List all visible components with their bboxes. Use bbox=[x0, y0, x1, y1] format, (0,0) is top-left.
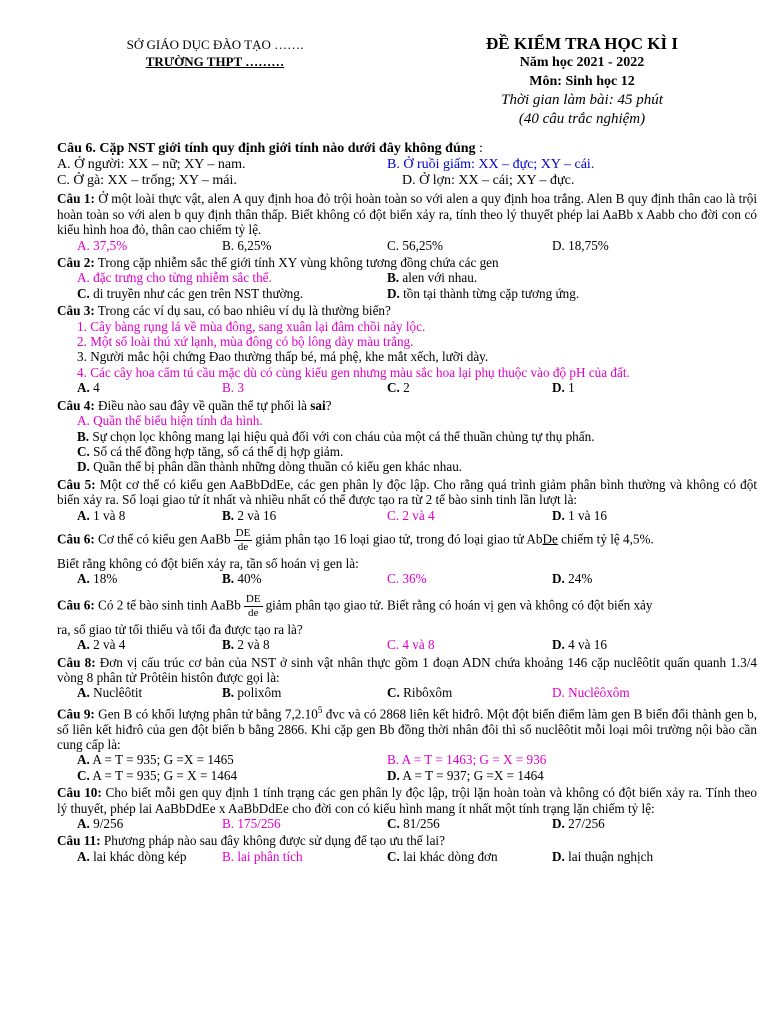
option-d bbox=[552, 571, 732, 586]
statement-3: 3. Người mắc hội chứng Đao thường thấp bé, má phệ, khe mắt xếch, lưỡi dày. bbox=[77, 349, 489, 365]
option-c: C. Ở gà: XX – trống; XY – mái. bbox=[57, 173, 237, 189]
question-stem bbox=[57, 191, 757, 237]
option-text: 81/256 bbox=[399, 816, 440, 832]
question-label: Câu 9: bbox=[57, 706, 95, 722]
option-b: B. Ở ruồi giấm: XX – đực; XY – cái. bbox=[387, 157, 595, 173]
option-letter: C. bbox=[387, 685, 400, 701]
header-right bbox=[432, 34, 732, 129]
option-letter: A. bbox=[77, 752, 90, 768]
option-a: A. Ở người: XX – nữ; XY – nam. bbox=[57, 157, 246, 173]
option-c bbox=[57, 286, 387, 301]
option-letter: B. bbox=[222, 507, 235, 523]
question-text: Một cơ thể có kiểu gen AaBbDdEe, các gen phân ly độc lập. Cho rằng quá trình giảm phân bình thường và không có đột biến xảy ra. Số loại giao tử ít nhất và nhiều nhất có thể được tạo ra từ 2 tế bào sinh tinh lần lượt là: bbox=[57, 476, 758, 508]
option-text: Quần thể bị phân dần thành những dòng thuần có kiểu gen khác nhau. bbox=[89, 459, 463, 475]
question-label: Câu 10: bbox=[57, 785, 102, 801]
genotype-fraction bbox=[234, 527, 253, 554]
option-d bbox=[552, 508, 732, 523]
question-2 bbox=[57, 255, 757, 301]
question-end: ? bbox=[325, 397, 332, 413]
options-row bbox=[57, 380, 757, 395]
question-text: Cho biết mỗi gen quy định 1 tính trạng các gen phân ly độc lập, trội lặn hoàn toàn và không có đột biến xảy ra. Tính theo lý thuyết, phép lai AaBbDdEe x AaBbDdEe cho đời con có kiểu hình mang ít nhất một tính trạng lặn chiếm tỷ lệ: bbox=[57, 785, 757, 816]
question-10 bbox=[57, 785, 757, 831]
option-letter: D. bbox=[552, 571, 565, 587]
question-label: Câu 11: bbox=[57, 833, 101, 849]
option-a bbox=[57, 849, 222, 864]
option-a bbox=[57, 380, 222, 395]
options-row bbox=[57, 571, 757, 586]
fraction-numerator: DE bbox=[245, 592, 261, 605]
question-label: Câu 8: bbox=[57, 654, 96, 670]
option-letter: B. bbox=[387, 270, 400, 286]
fraction-denominator: de bbox=[248, 606, 259, 619]
options-row bbox=[57, 238, 757, 253]
option-a bbox=[57, 685, 222, 700]
option-text: A = T = 935; G =X = 1465 bbox=[89, 752, 234, 768]
question-text: Trong cặp nhiễm sắc thể giới tính XY vùng không tương đồng chứa các gen bbox=[94, 255, 499, 271]
option-letter: A. bbox=[77, 571, 90, 587]
statement-1: 1. Cây bàng rụng lá về mùa đông, sang xuân lại đâm chồi nảy lộc. bbox=[77, 318, 426, 334]
option-letter: A. bbox=[77, 637, 90, 653]
question-label: Câu 6: bbox=[57, 531, 95, 547]
option-a: A. đặc trưng cho từng nhiễm sắc thể. bbox=[77, 270, 272, 286]
question-emphasis: sai bbox=[310, 397, 326, 413]
question-text: Phương pháp nào sau đây không được sử dụng để tạo ưu thế lai? bbox=[100, 833, 445, 849]
option-a bbox=[57, 571, 222, 586]
option-letter: C. bbox=[387, 380, 400, 396]
option-text: lai thuận nghịch bbox=[564, 848, 654, 864]
option-letter: B. bbox=[222, 685, 235, 701]
option-d bbox=[387, 286, 732, 301]
option-text: 4 và 16 bbox=[564, 637, 607, 653]
question-stem bbox=[57, 398, 757, 413]
fraction-denominator: de bbox=[237, 540, 249, 553]
question-4 bbox=[57, 398, 757, 475]
question-text: Cặp NST giới tính quy định giới tính nào dưới đây không đúng bbox=[95, 141, 476, 156]
option-c bbox=[387, 816, 552, 831]
option-letter: D. bbox=[387, 285, 400, 301]
option-text: 2 và 16 bbox=[234, 507, 277, 523]
option-a: A. 37,5% bbox=[77, 237, 128, 253]
options-row bbox=[57, 849, 757, 864]
question-text: đvc và có 2868 liên kết hiđrô. Một đột biến điểm làm gen B biến đổi thành gen b, số liên kết hiđrô của gen đột biến b bằng 2866. Khi cặp gen Bb đồng thời nhân đôi thì số nuclêôtit mỗi loại môi trường nội bào cần cung cấp là: bbox=[57, 706, 757, 752]
question-6b bbox=[57, 527, 757, 587]
option-c bbox=[387, 685, 552, 700]
question-stem bbox=[57, 255, 757, 270]
question-text: Điều nào sau đây về quần thể tự phối là bbox=[94, 397, 311, 413]
question-label: Câu 6: bbox=[57, 597, 95, 613]
option-b bbox=[387, 270, 732, 285]
option-c bbox=[387, 380, 552, 395]
question-label: Câu 2: bbox=[57, 255, 95, 271]
options-row bbox=[57, 685, 757, 700]
option-text: Số cá thể đồng hợp tăng, số cá thể dị hợp giảm. bbox=[89, 443, 344, 459]
option-letter: A. bbox=[77, 848, 90, 864]
header-left bbox=[80, 36, 350, 70]
options-row bbox=[57, 637, 757, 652]
question-label: Câu 3: bbox=[57, 303, 95, 319]
options-row bbox=[57, 286, 757, 301]
question-text: giảm phân tạo giao tử. Biết rằng có hoán vị gen và không có đột biến xảy bbox=[265, 597, 653, 613]
option-letter: A. bbox=[77, 380, 90, 396]
option-c bbox=[57, 768, 387, 783]
option-a bbox=[57, 752, 387, 767]
genotype-fraction bbox=[244, 593, 263, 620]
option-d bbox=[552, 849, 732, 864]
question-text: Có 2 tế bào sinh tinh AaBb bbox=[94, 597, 241, 613]
question-stem bbox=[57, 303, 757, 318]
option-letter: D. bbox=[552, 507, 565, 523]
option-letter: D. bbox=[77, 459, 90, 475]
question-label: Câu 4: bbox=[57, 397, 95, 413]
option-letter: C. bbox=[77, 767, 90, 783]
question-count: (40 câu trắc nghiệm) bbox=[518, 111, 646, 127]
option-letter: B. bbox=[222, 571, 235, 587]
option-letter: D. bbox=[552, 848, 565, 864]
option-text: 2 và 4 bbox=[89, 637, 126, 653]
option-text: polixôm bbox=[234, 685, 282, 701]
option-text: lai khác dòng kép bbox=[89, 848, 187, 864]
question-text: Gen B có khối lượng phân tử bằng 7,2.10 bbox=[94, 706, 318, 722]
option-c: C. 4 và 8 bbox=[387, 637, 435, 653]
gamete-underlined: De bbox=[542, 531, 558, 547]
options-row bbox=[57, 768, 757, 783]
option-b: B. 6,25% bbox=[222, 237, 272, 253]
question-text: chiếm tỷ lệ 4,5%. bbox=[557, 531, 654, 547]
question-1 bbox=[57, 191, 757, 253]
question-text: Trong các ví dụ sau, có bao nhiêu ví dụ là thường biến? bbox=[94, 303, 391, 319]
option-letter: A. bbox=[77, 816, 90, 832]
option-d: D. Nuclêôxôm bbox=[552, 685, 630, 701]
option-text: 40% bbox=[234, 571, 262, 587]
option-letter: C. bbox=[77, 285, 90, 301]
option-b: B. lai phân tích bbox=[222, 848, 303, 864]
options-row bbox=[57, 173, 757, 189]
option-a bbox=[57, 816, 222, 831]
option-letter: B. bbox=[222, 637, 235, 653]
option-text: A = T = 935; G = X = 1464 bbox=[89, 767, 238, 783]
question-stem bbox=[57, 527, 757, 554]
school-name: TRƯỜNG THPT ……… bbox=[145, 54, 285, 69]
option-text: 2 và 8 bbox=[234, 637, 270, 653]
option-d bbox=[552, 816, 732, 831]
question-text: giảm phân tạo 16 loại giao tử, trong đó loại giao tử Ab bbox=[255, 531, 543, 547]
option-text: 4 bbox=[89, 380, 100, 396]
question-label: Câu 1: bbox=[57, 191, 95, 207]
question-6a bbox=[57, 141, 757, 189]
option-text: 18% bbox=[89, 571, 118, 587]
option-d: D. Ở lợn: XX – cái; XY – đực. bbox=[402, 173, 575, 189]
option-letter: A. bbox=[77, 507, 90, 523]
option-b: B. 175/256 bbox=[222, 816, 281, 832]
option-b bbox=[57, 429, 757, 444]
option-text: alen với nhau. bbox=[399, 270, 478, 286]
option-text: 2 bbox=[399, 380, 410, 396]
option-letter: C. bbox=[77, 443, 90, 459]
option-c: C. 56,25% bbox=[387, 237, 444, 253]
question-text: Cơ thể có kiểu gen AaBb bbox=[94, 531, 231, 547]
question-label: Câu 6. bbox=[57, 141, 96, 156]
department-name: SỞ GIÁO DỤC ĐÀO TẠO ……. bbox=[126, 37, 304, 52]
option-d bbox=[387, 768, 732, 783]
option-letter: D. bbox=[387, 767, 400, 783]
option-text: 24% bbox=[564, 571, 593, 587]
question-8 bbox=[57, 655, 757, 701]
question-5 bbox=[57, 477, 757, 523]
question-text-line: Biết rằng không có đột biến xảy ra, tần số hoán vị gen là: bbox=[57, 555, 359, 571]
option-text: 27/256 bbox=[564, 816, 605, 832]
option-text: tồn tại thành từng cặp tương ứng. bbox=[399, 285, 580, 301]
question-stem bbox=[57, 785, 757, 816]
option-c: C. 36% bbox=[387, 571, 427, 587]
option-text: Ribôxôm bbox=[399, 685, 453, 701]
question-11 bbox=[57, 833, 757, 864]
option-text: 1 và 16 bbox=[564, 507, 607, 523]
option-letter: C. bbox=[387, 848, 400, 864]
option-d bbox=[552, 380, 732, 395]
option-text: Nuclêôtit bbox=[89, 685, 143, 701]
option-c bbox=[57, 444, 757, 459]
option-letter: A. bbox=[77, 685, 90, 701]
question-stem bbox=[57, 655, 757, 686]
question-stem bbox=[57, 593, 757, 620]
statement-2: 2. Một số loài thú xứ lạnh, mùa đông có bộ lông dày màu trắng. bbox=[77, 334, 414, 350]
option-letter: D. bbox=[552, 816, 565, 832]
option-a: A. Quần thể biểu hiện tính đa hình. bbox=[77, 413, 263, 429]
option-text: Sự chọn lọc không mang lại hiệu quả đối với con cháu của một cá thể thuần chủng tự thụ phấn. bbox=[89, 428, 595, 444]
option-b: B. 3 bbox=[222, 380, 244, 396]
option-a bbox=[57, 508, 222, 523]
option-b bbox=[222, 571, 387, 586]
question-6c bbox=[57, 593, 757, 653]
option-letter: D. bbox=[552, 380, 565, 396]
option-b: B. A = T = 1463; G = X = 936 bbox=[387, 752, 547, 768]
question-9 bbox=[57, 703, 757, 783]
option-c bbox=[387, 849, 552, 864]
exam-body bbox=[57, 141, 757, 866]
option-text: lai khác dòng đơn bbox=[399, 848, 498, 864]
subject: Môn: Sinh học 12 bbox=[529, 74, 635, 89]
exam-title: ĐỀ KIỂM TRA HỌC KÌ I bbox=[486, 34, 678, 53]
school-year: Năm học 2021 - 2022 bbox=[519, 55, 645, 70]
option-a bbox=[57, 637, 222, 652]
options-row bbox=[57, 508, 757, 523]
option-letter: D. bbox=[552, 637, 565, 653]
option-c: C. 2 và 4 bbox=[387, 507, 435, 523]
question-suffix: : bbox=[475, 141, 483, 156]
option-text: 1 bbox=[564, 380, 575, 396]
option-b bbox=[222, 685, 387, 700]
time-limit: Thời gian làm bài: 45 phút bbox=[501, 92, 663, 108]
question-text: Ở một loài thực vật, alen A quy định hoa đỏ trội hoàn toàn so với alen a quy định hoa trắng. Alen B quy định thân cao là trội hoàn toàn so với alen b quy định thân thấp. Biết không có đột biến xảy ra, tính theo lý thuyết phép lai AaBb x Aabb cho đời con có kiểu hình hoa đỏ, thân cao chiếm tỷ lệ. bbox=[57, 191, 757, 238]
question-text-line: ra, số giao tử tối thiểu và tối đa được tạo ra là? bbox=[57, 621, 303, 637]
option-d bbox=[552, 637, 732, 652]
question-text: Đơn vị cấu trúc cơ bản của NST ở sinh vật nhân thực gồm 1 đoạn ADN chứa khoảng 146 cặp nuclêôtit quấn quanh 1.3/4 vòng 8 phân tử Prôtêin histôn được gọi là: bbox=[57, 654, 757, 685]
question-stem bbox=[57, 141, 757, 156]
question-label: Câu 5: bbox=[57, 476, 96, 492]
statement-4: 4. Các cây hoa cẩm tú cầu mặc dù có cùng kiểu gen nhưng màu sắc hoa lại phụ thuộc vào độ pH của đất. bbox=[77, 364, 630, 380]
option-b bbox=[222, 508, 387, 523]
option-text: 9/256 bbox=[89, 816, 124, 832]
option-text: 1 và 8 bbox=[89, 507, 126, 523]
options-row bbox=[57, 270, 757, 285]
option-b bbox=[222, 637, 387, 652]
option-text: di truyền như các gen trên NST thường. bbox=[89, 285, 304, 301]
option-d bbox=[57, 459, 757, 474]
question-3 bbox=[57, 303, 757, 395]
options-row bbox=[57, 752, 757, 767]
option-d: D. 18,75% bbox=[552, 237, 609, 253]
question-stem bbox=[57, 703, 757, 753]
options-row bbox=[57, 816, 757, 831]
option-text: A = T = 937; G =X = 1464 bbox=[399, 767, 544, 783]
question-stem bbox=[57, 477, 757, 508]
exponent: 5 bbox=[317, 704, 323, 715]
question-stem bbox=[57, 833, 757, 848]
fraction-numerator: DE bbox=[235, 526, 251, 539]
option-letter: C. bbox=[387, 816, 400, 832]
option-letter: B. bbox=[77, 428, 90, 444]
options-row bbox=[57, 157, 757, 173]
